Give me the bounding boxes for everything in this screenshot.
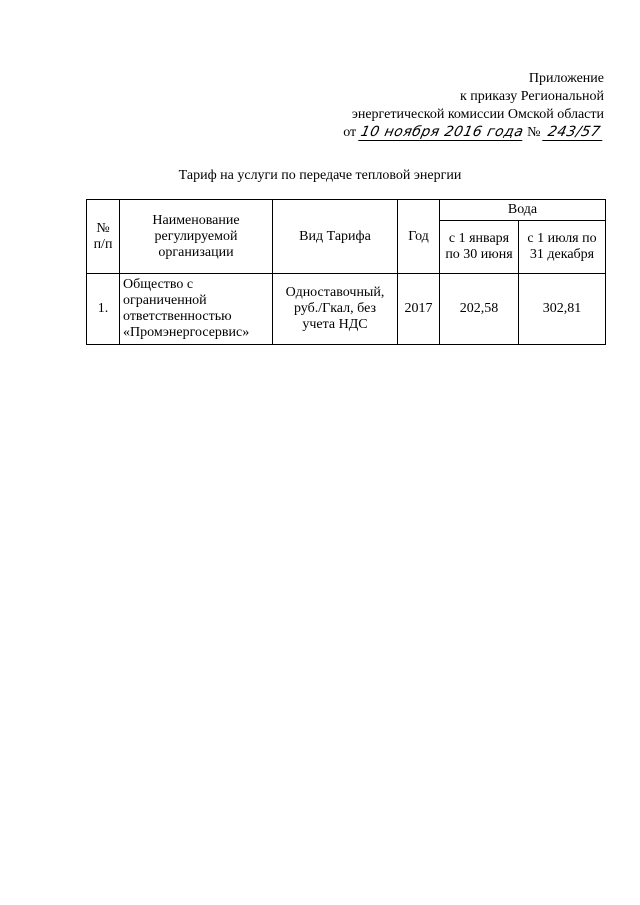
col-header-water: Вода bbox=[440, 200, 606, 221]
col-header-period-1: с 1 января по 30 июня bbox=[440, 221, 519, 274]
from-label: от bbox=[343, 125, 357, 140]
col-header-year: Год bbox=[398, 200, 440, 274]
col-header-tariff-type: Вид Тарифа bbox=[273, 200, 398, 274]
cell-num: 1. bbox=[87, 274, 120, 345]
appendix-label: Приложение bbox=[528, 71, 604, 86]
cell-org: Общество с ограниченной ответственностью «Промэнергосервис» bbox=[120, 274, 273, 345]
table-row bbox=[87, 274, 606, 345]
col-header-org: Наименование регулируемой организации bbox=[120, 200, 273, 274]
cell-period-1: 202,58 bbox=[440, 274, 519, 345]
cell-tariff-type: Одноставочный, руб./Гкал, без учета НДС bbox=[273, 274, 398, 345]
number-label: № bbox=[527, 125, 541, 140]
commission-name: энергетической комиссии Омской области bbox=[351, 107, 604, 122]
table-header-row bbox=[87, 200, 606, 221]
document-title: Тариф на услуги по передаче тепловой энергии bbox=[178, 168, 462, 183]
col-header-num: № п/п bbox=[87, 200, 120, 274]
order-reference: к приказу Региональной bbox=[459, 89, 604, 104]
col-header-period-2: с 1 июля по 31 декабря bbox=[519, 221, 606, 274]
order-date-number-line bbox=[244, 124, 604, 142]
handwritten-number: 243/57 bbox=[542, 124, 606, 141]
cell-year: 2017 bbox=[398, 274, 440, 345]
document-header bbox=[244, 70, 604, 142]
cell-period-2: 302,81 bbox=[519, 274, 606, 345]
tariff-table bbox=[86, 199, 606, 345]
handwritten-date: 10 ноября 2016 года bbox=[358, 124, 525, 140]
